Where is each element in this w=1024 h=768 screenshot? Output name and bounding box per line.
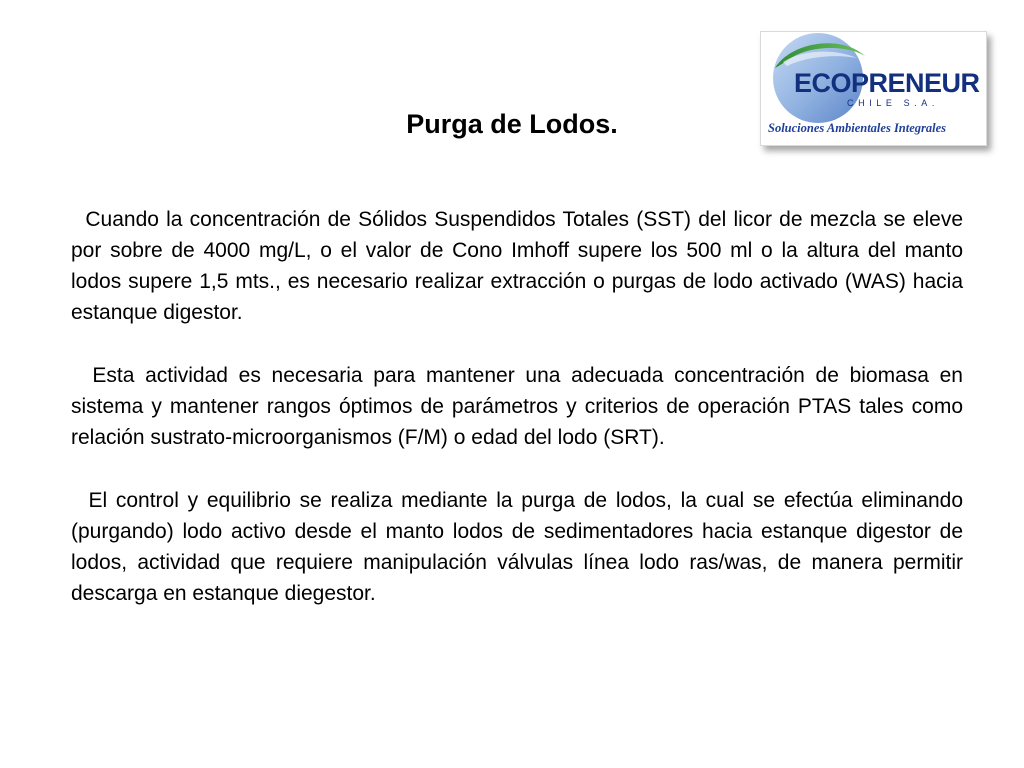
paragraph-purge-criteria: Cuando la concentración de Sólidos Suspendidos Totales (SST) del licor de mezcla se eleve por sobre de 4000 mg/L, o el valor de Cono Imhoff supere los 500 ml o la altura del manto lodos supere 1,5 mts., es necesario realizar extracción o purgas de lodo activado (WAS) hacia estanque digestor. [71, 208, 963, 324]
logo-brand-text: ECOPRENEUR [794, 68, 980, 98]
logo-country-text: CHILE S.A. [847, 98, 940, 108]
paragraph-procedure: El control y equilibrio se realiza mediante la purga de lodos, la cual se efectúa eliminando (purgando) lodo activo desde el manto lodos de sedimentadores hacia estanque digestor de lodos, actividad que requiere manipulación válvulas línea lodo ras/was, de manera permitir descarga en estanque diegestor. [71, 489, 963, 605]
paragraph-purpose: Esta actividad es necesaria para mantener una adecuada concentración de biomasa en sistema y mantener rangos óptimos de parámetros y criterios de operación PTAS tales como relación sustrato-microorganismos (F/M) o edad del lodo (SRT). [71, 364, 963, 449]
company-logo [760, 31, 987, 146]
logo-tagline: Soluciones Ambientales Integrales [768, 121, 947, 135]
slide-title: Purga de Lodos. [406, 109, 618, 139]
slide-body [71, 204, 963, 609]
